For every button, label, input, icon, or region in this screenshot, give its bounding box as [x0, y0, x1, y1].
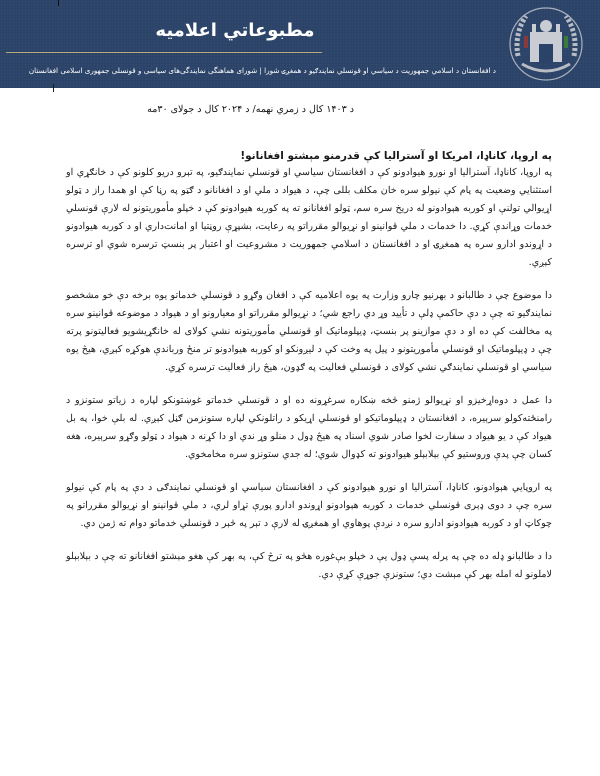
afghanistan-emblem-icon	[506, 4, 586, 84]
organization-name: د افغانستان د اسلامي جمهوریت د سیاسي او قونسلي نمایندګیو د همغږۍ شورا | شورای هماهنگی نمایندگی‌های سیاسی و قونسلی جمهوری اسلامی افغانستان	[28, 66, 496, 75]
gold-divider	[6, 52, 322, 53]
paragraph: دا موضوع چې د طالبانو د بهرنیو چارو وزارت په یوه اعلامیه کې د افغان وګړو د قونسلي خدماتو یوه برخه دې خو مشخصو نمایندګیو ته چې د دې حاکمې ډلې د تأیید وړ دي راجع شي؛ د نړیوالو مقرراتو او معیارونو او د هیواد د موضوعه قوانینو سره په مخالفت کې ده او د دې موازینو پر بنسټ، ډیپلوماتیک او قونسلي مأموریتونه نشي کولای له خانګړيشویو فعالیتونو پرته چې د ډیپلوماتیک او قونسلي مأموریتونو د پیل په وخت کې د لیږونکو او کوربه هیوادونو تر منځ ورباندې هوکړه کېږي، هیڅ یوه سیاسي او قونسلي نمایندګي نشي کولای د قونسلي فعالیت په ګډون، هیڅ راز فعالیت ترسره کړي.	[66, 290, 552, 373]
paragraph: دا عمل د دوه‌اړخیزو او نړیوالو ژمنو څخه ښکاره سرغړونه ده او د قونسلي خدماتو غوښتونکو لپاره د زیاتو ستونزو د رامنځته‌کولو سرېیره، د افغانستان د ډیپلوماتیکو او قونسلي اړیکو د راتلونکي لپاره ستونزمن ګڼل کېږي. له بلې خوا، په بل هیواد کې د یو هیواد د سفارت لخوا صادر شوي اسناد په هیڅ ډول د منلو وړ ندي او دا کړنه د هیواد د ټولو وګړو سرېیره، هغه کسان چې پدې وروستیو کې بېلابېلو هیوادونو ته کډوال شوي؛ له جدي ستونزو سره مخامخوي.	[66, 395, 552, 460]
document-date: د ۱۴۰۳ کال د زمري نهمه/ د ۲۰۲۴ کال د جولای ۳۰مه	[147, 104, 354, 115]
letterhead-banner	[0, 0, 600, 88]
paragraph: په اروپا، کاناډا، آسترالیا او نورو هیوادونو کې د افغانستان سیاسي او قونسلي نمایندګیو، په تېرو دریو کلونو کې د خانګړي او استثنايي وضعیت په پام کې نیولو سره خان مکلف بللی چې، د هیواد د ملي او د افغانانو د ګټو په رڼا کې او همدا راز د ټولو اړیوالي تولنې او کوربه هېوادونو له دریخ سره سم، ټولو افغانانو ته په کوربه هیوادونو کې د خپلو مأموریتونو له لارې قونسلي خدمات وړاندې کړي. دا خدمات د ملي قوانینو او نړیوالو مقرراتو په رعایت، بشپړې روڼتیا او امانت‌داري او د کوربه هیوادونو د اړوندو ادارو سره په همغږۍ او د افغانستان د اسلامي جمهوریت د مشروعیت او اعتبار پر بنسټ ترسره شوي او ترسره کېږي.	[66, 167, 552, 268]
crop-mark	[58, 0, 59, 6]
paragraph: دا د طالبانو ډله ده چې په پرله پسې ډول یې د خپلو بې‌غوره هڅو په ترڅ کې، په بهر کې هغو مېشتو افغانانو ته چې د بېلابېلو لاملونو له امله بهر کې مېشت دي؛ ستونزې جوړې کړې دي.	[66, 551, 552, 580]
document-body	[66, 150, 552, 599]
headline: په اروپا، کاناډا، امریکا او آسترالیا کې قدرمنو مېشتو افغانانو!	[240, 150, 552, 162]
crop-mark	[53, 84, 54, 92]
document-title: مطبوعاتي اعلاميه	[155, 20, 315, 41]
paragraph: په اروپايي هېوادونو، کاناډا، آسترالیا او نورو هیوادونو کې د افغانستان سیاسي او قونسلي نمایندګی د دې په پام کې نیولو سره چې د دوی ډېری قونسلي خدمات د کوربه هېوادونو اړوندو ادارو پورې تړاو لري، د ملي قوانینو او نړیوالو مقرراتو په چوکاټ او د کوربه هیوادونو ادارو سره د نږدې پوهاوي او همغږۍ له لارې د تېر په څېر د قونسلي خدماتو دوام ته ژمن دي.	[66, 482, 552, 529]
